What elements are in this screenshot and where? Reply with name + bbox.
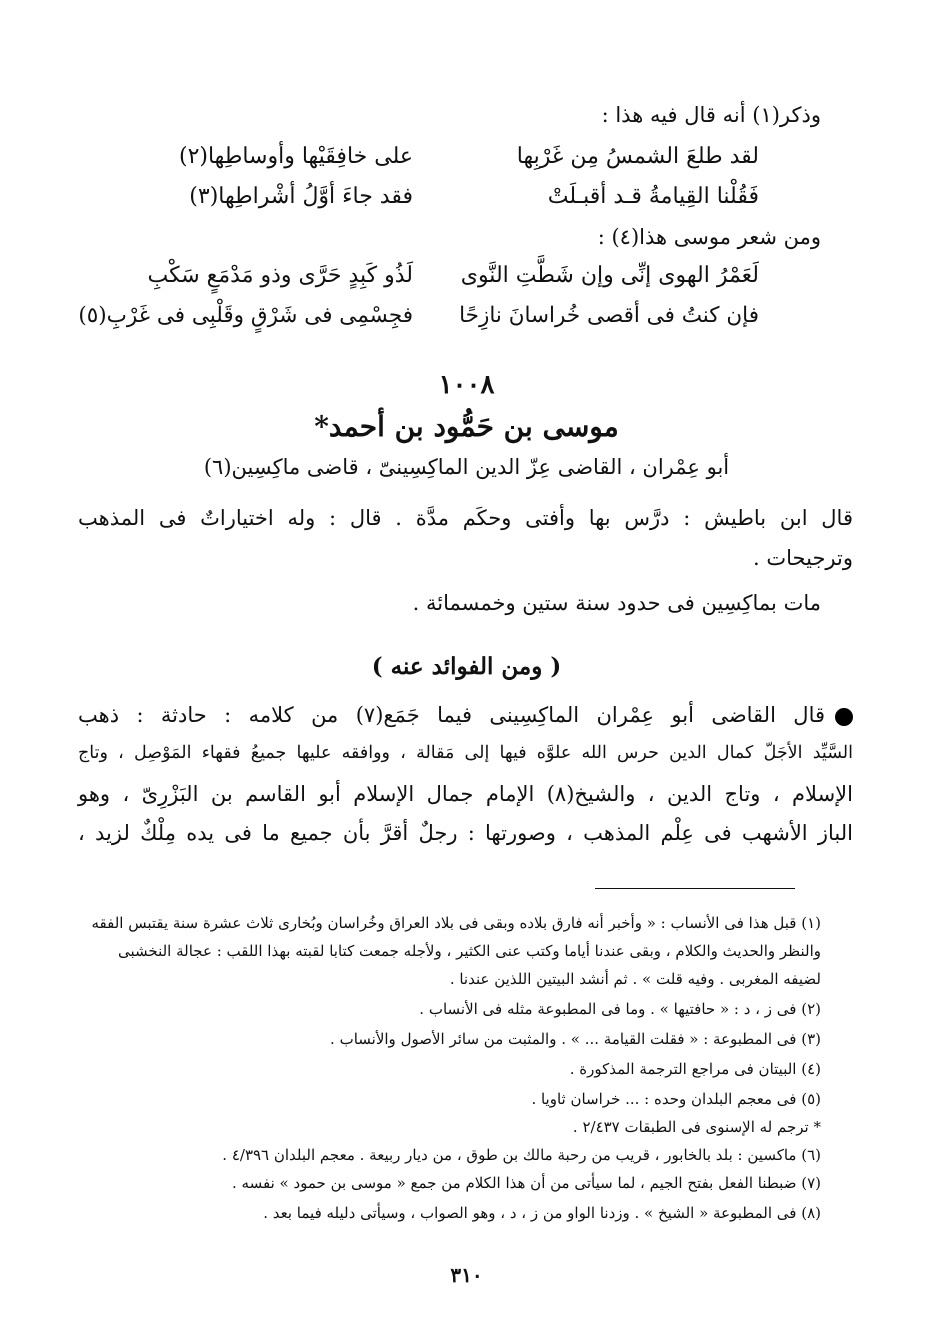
poem2-verse2-right: فإن كنتُ فى أقصى خُراسانَ نازِحًا [459,303,759,328]
footnote: لضيفه المغربى . وفيه قلت » . ثم أنشد البيتين اللذين عندنا . [449,970,821,988]
poem1-verse1-right: لقد طلعَ الشمسُ مِن غَرْبِها [516,144,759,169]
bullet-icon [835,708,853,726]
poem1-verse1-left: على خافِقَيْها وأوساطِها(٢) [178,144,413,169]
footnote: * ترجم له الإسنوى فى الطبقات ٢/٤٣٧ . [572,1118,821,1136]
body-line: الإسلام ، وتاج الدين ، والشيخ(٨) الإمام جمال الإسلام أبو القاسم بن البَزْرِىّ ، وهو [78,782,853,806]
poem2-verse2-left: فجِسْمِى فى شَرْقٍ وقَلْبِى فى غَرْبِ(٥) [78,303,413,328]
body-line [78,700,853,730]
poem1-verse2-left: فقد جاءَ أوَّلُ أشْراطِها(٣) [189,184,413,209]
bio-line: مات بماكِسِين فى حدود سنة ستين وخمسمائة . [412,591,821,615]
poem1-verse2-right: فَقُلْنا القِيامةُ قـد أقبـلَتْ [547,184,759,209]
poem2-verse1-right: لَعَمْرُ الهوى إنِّى وإن شَطَّتِ النَّوى [460,263,759,288]
footnote: (٢) فى ز ، د : « حافتيها » . وما فى المطبوعة مثله فى الأنساب . [419,1000,821,1018]
footnote: والنظر والحديث والكلام ، وبقى عندنا أياما وكتب عنى الكثير ، ولأجله جمعت كتابا لقبته بهذا اللقب : عجالة النخشبى [117,942,821,960]
entry-subtitle: أبو عِمْران ، القاضى عِزّ الدين الماكِسِينىّ ، قاضى ماكِسِين(٦) [203,455,730,479]
section-heading: ( ومن الفوائد عنه ) [371,653,562,680]
footnote: (٧) ضبطنا الفعل بفتح الجيم ، لما سيأتى من أن هذا الكلام من جمع « موسى بن حمود » نفسه . [232,1174,821,1192]
body-line: السَّيِّد الأجَلّ كمال الدين حرس الله علوَّه فيها إلى مَقالة ، ووافقه عليها جميعُ فقهاء المَوْصِل ، وتاج [78,743,853,763]
footnote: (٣) فى المطبوعة : « فقلت القيامة ... » . والمثبت من سائر الأصول والأنساب . [330,1030,821,1048]
footnote-separator [595,888,795,889]
footnote: (٨) فى المطبوعة « الشيخ » . وزدنا الواو من ز ، د ، وهو الصواب ، وسيأتى دليله فيما بعد . [263,1204,821,1222]
footnote: (٤) البيتان فى مراجع الترجمة المذكورة . [569,1060,821,1078]
intro-line: وذكر(١) أنه قال فيه هذا : [601,103,821,127]
bio-line: قال ابن باطيش : درَّس بها وأفتى وحكَم مدَّة . قال : وله اختياراتٌ فى المذهب [78,506,853,530]
entry-number: ١٠٠٨ [438,370,495,400]
body-line: الباز الأشهب فى عِلْم المذهب ، وصورتها : رجلٌ أقرَّ بأن جميع ما فى يده مِلْكٌ لزيد ، [78,821,853,845]
footnote: (٦) ماكسين : بلد بالخابور ، قريب من رحبة مالك بن طوق ، من ديار ربيعة . معجم البلدان ٤/٣٩٦ . [222,1146,821,1164]
body-line-text: قال القاضى أبو عِمْران الماكِسِينى فيما جَمَع(٧) من كلامه : حادثة : ذهب [78,703,826,727]
footnote: (١) قبل هذا فى الأنساب : « وأخبر أنه فارق بلاده وبقى فى بلاد العراق وخُراسان وبُخارى ثلاث عشرة سنة يقتبس الفقه [91,914,821,932]
footnote: (٥) فى معجم البلدان وحده : ... خراسان ثاويا . [531,1090,821,1108]
poem2-verse1-left: لَذُو كَبِدٍ حَرَّى وذو مَدْمَعٍ سَكْبِ [147,263,413,288]
entry-title: موسى بن حَمُّود بن أحمد* [314,410,619,443]
poem2-intro: ومن شعر موسى هذا(٤) : [597,225,821,249]
bio-line: وترجيحات . [753,546,853,570]
page-number: ٣١٠ [450,1263,483,1287]
